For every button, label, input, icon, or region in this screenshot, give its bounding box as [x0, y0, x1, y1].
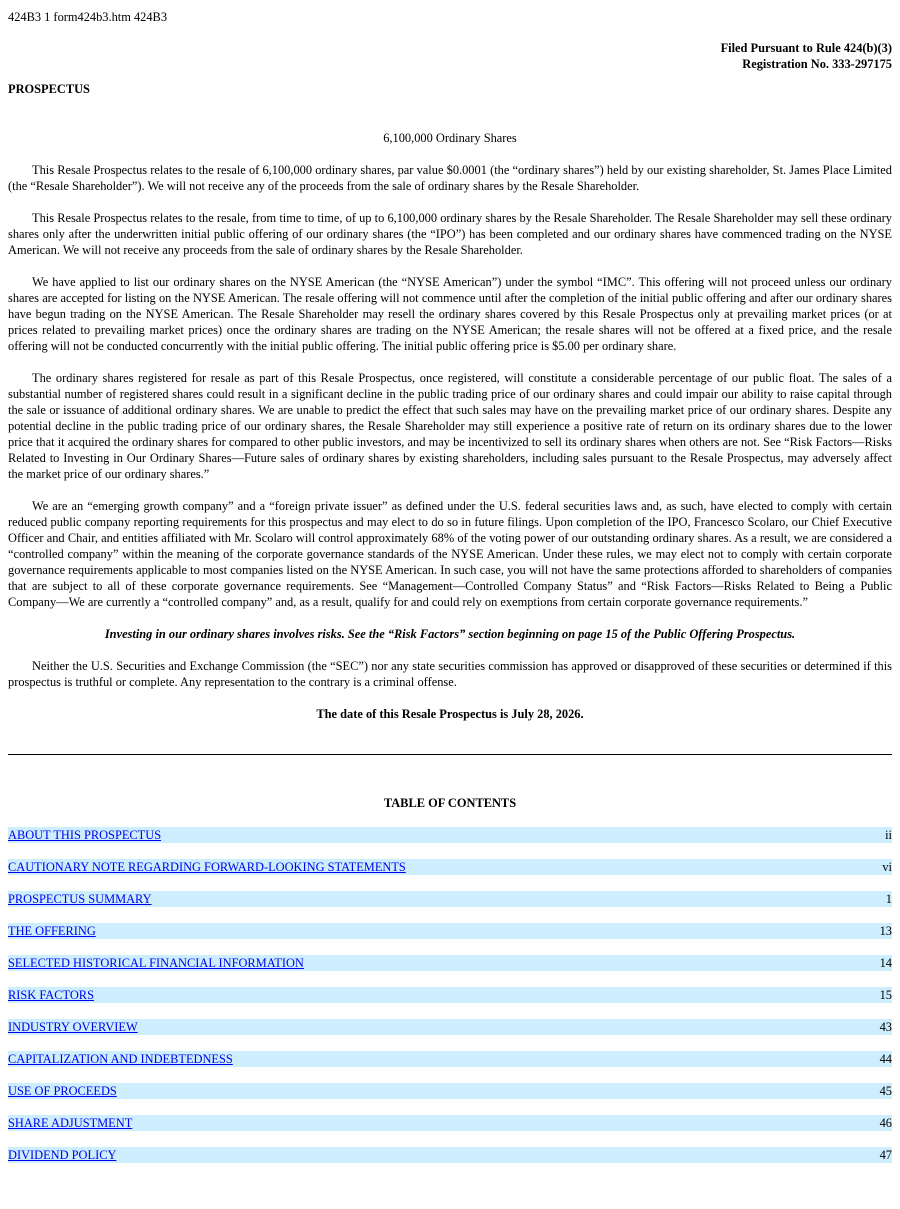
toc-row	[8, 1115, 892, 1131]
toc-link[interactable]: PROSPECTUS SUMMARY	[8, 892, 152, 906]
toc-page-number: 44	[879, 1052, 892, 1066]
toc-link[interactable]: SHARE ADJUSTMENT	[8, 1116, 133, 1130]
toc-page-number: ii	[885, 828, 892, 842]
toc-page-number: 15	[879, 988, 892, 1002]
toc-link[interactable]: USE OF PROCEEDS	[8, 1084, 117, 1098]
toc-page-number: 14	[879, 956, 892, 970]
toc-row	[8, 1147, 892, 1163]
toc-page-number: 45	[879, 1084, 892, 1098]
toc-title: TABLE OF CONTENTS	[383, 796, 517, 810]
toc-row	[8, 1083, 892, 1099]
toc-link[interactable]: THE OFFERING	[8, 924, 96, 938]
paragraph-sec-disclaimer: Neither the U.S. Securities and Exchange Commission (the “SEC”) nor any state securities commission has approved or disapproved of these securities or determined if this prospectus is truthful or complete. Any representation to the contrary is a criminal offense.	[8, 659, 892, 689]
toc-row	[8, 955, 892, 971]
toc-row	[8, 923, 892, 939]
table-of-contents	[8, 827, 892, 1163]
toc-page-number: 13	[879, 924, 892, 938]
toc-page-number: vi	[882, 860, 892, 874]
toc-link[interactable]: INDUSTRY OVERVIEW	[8, 1020, 138, 1034]
toc-page-number: 47	[879, 1148, 892, 1162]
toc-link[interactable]: RISK FACTORS	[8, 988, 94, 1002]
filing-block	[8, 40, 892, 72]
filing-rule: Filed Pursuant to Rule 424(b)(3)	[720, 41, 892, 55]
toc-row	[8, 1019, 892, 1035]
shares-offered: 6,100,000 Ordinary Shares	[383, 131, 517, 145]
paragraph-resale-overview: This Resale Prospectus relates to the resale of 6,100,000 ordinary shares, par value $0.0001 (the “ordinary shares”) held by our existing shareholder, St. James Place Limited (the “Resale Shareholder”). We will not receive any of the proceeds from the sale of ordinary shares by the Resale Shareholder.	[8, 163, 892, 193]
paragraph-listing: We have applied to list our ordinary shares on the NYSE American (the “NYSE American”) under the symbol “IMC”. This offering will not proceed unless our ordinary shares are accepted for listing on the NYSE American. The resale offering will not commence until after the completion of the initial public offering and after our ordinary shares have begun trading on the NYSE American. The Resale Shareholder may resell the ordinary shares covered by this Resale Prospectus only at prevailing market prices (or at prices related to prevailing market prices) once the ordinary shares are trading on the NYSE American; the resale shares will not be offered at a fixed price, and the resale offering will not be conducted concurrently with the initial public offering. The initial public offering price is $5.00 per ordinary share.	[8, 275, 892, 353]
toc-row	[8, 827, 892, 843]
toc-page-number: 46	[879, 1116, 892, 1130]
toc-row	[8, 1051, 892, 1067]
risk-factors-note: Investing in our ordinary shares involves risks. See the “Risk Factors” section beginning on page 15 of the Public Offering Prospectus.	[104, 627, 796, 641]
prospectus-heading: PROSPECTUS	[8, 82, 90, 96]
toc-row	[8, 987, 892, 1003]
toc-page-number: 1	[885, 892, 892, 906]
toc-link[interactable]: CAUTIONARY NOTE REGARDING FORWARD-LOOKING STATEMENTS	[8, 860, 406, 874]
toc-row	[8, 891, 892, 907]
prospectus-date: The date of this Resale Prospectus is July 28, 2026.	[316, 707, 584, 721]
toc-link[interactable]: DIVIDEND POLICY	[8, 1148, 117, 1162]
toc-link[interactable]: CAPITALIZATION AND INDEBTEDNESS	[8, 1052, 233, 1066]
registration-number: Registration No. 333-297175	[742, 57, 892, 71]
document-page	[0, 9, 900, 1163]
paragraph-emerging-growth: We are an “emerging growth company” and a “foreign private issuer” as defined under the U.S. federal securities laws and, as such, have elected to comply with certain reduced public company reporting requirements for this prospectus and may elect to do so in future filings. Upon completion of the IPO, Francesco Scolaro, our Chief Executive Officer and Chair, and entities affiliated with Mr. Scolaro will control approximately 68% of the voting power of our outstanding ordinary shares. As a result, we are considered a “controlled company” within the meaning of the corporate governance standards of the NYSE American. Under these rules, we may elect not to comply with certain corporate governance requirements applicable to most companies listed on the NYSE American. In such case, you will not have the same protections afforded to shareholders of companies that are subject to all of these corporate governance requirements. See “Management—Controlled Company Status” and “Risk Factors—Risks Related to Being a Public Company—We are currently a “controlled company” and, as a result, qualify for and could rely on exemptions from certain corporate governance requirements.”	[8, 499, 892, 609]
paragraph-public-float: The ordinary shares registered for resale as part of this Resale Prospectus, once registered, will constitute a considerable percentage of our public float. The sales of a substantial number of registered shares could result in a significant decline in the public trading price of our ordinary shares and could impair our ability to raise capital through the sale or issuance of additional ordinary shares. We are unable to predict the effect that such sales may have on the prevailing market price of our ordinary shares. Despite any potential decline in the public trading price of our ordinary shares, the Resale Shareholder may still experience a positive rate of return on its ordinary shares due to the lower price that it acquired the ordinary shares for compared to other public investors, and may be incentivized to sell its ordinary shares when others are not. See “Risk Factors—Risks Related to Investing in Our Ordinary Shares—Future sales of ordinary shares by existing shareholders, including sales pursuant to the Resale Prospectus, may adversely affect the market price of our ordinary shares.”	[8, 371, 892, 481]
toc-link[interactable]: ABOUT THIS PROSPECTUS	[8, 828, 162, 842]
toc-page-number: 43	[879, 1020, 892, 1034]
toc-row	[8, 859, 892, 875]
toc-link[interactable]: SELECTED HISTORICAL FINANCIAL INFORMATION	[8, 956, 304, 970]
document-header: 424B3 1 form424b3.htm 424B3	[8, 10, 168, 24]
paragraph-resale-timing: This Resale Prospectus relates to the resale, from time to time, of up to 6,100,000 ordinary shares by the Resale Shareholder. The Resale Shareholder may sell these ordinary shares only after the underwritten initial public offering of our ordinary shares (the “IPO”) has been completed and our ordinary shares have commenced trading on the NYSE American. We will not receive any proceeds from the sale of ordinary shares by the Resale Shareholder.	[8, 211, 892, 257]
section-divider	[8, 754, 892, 755]
